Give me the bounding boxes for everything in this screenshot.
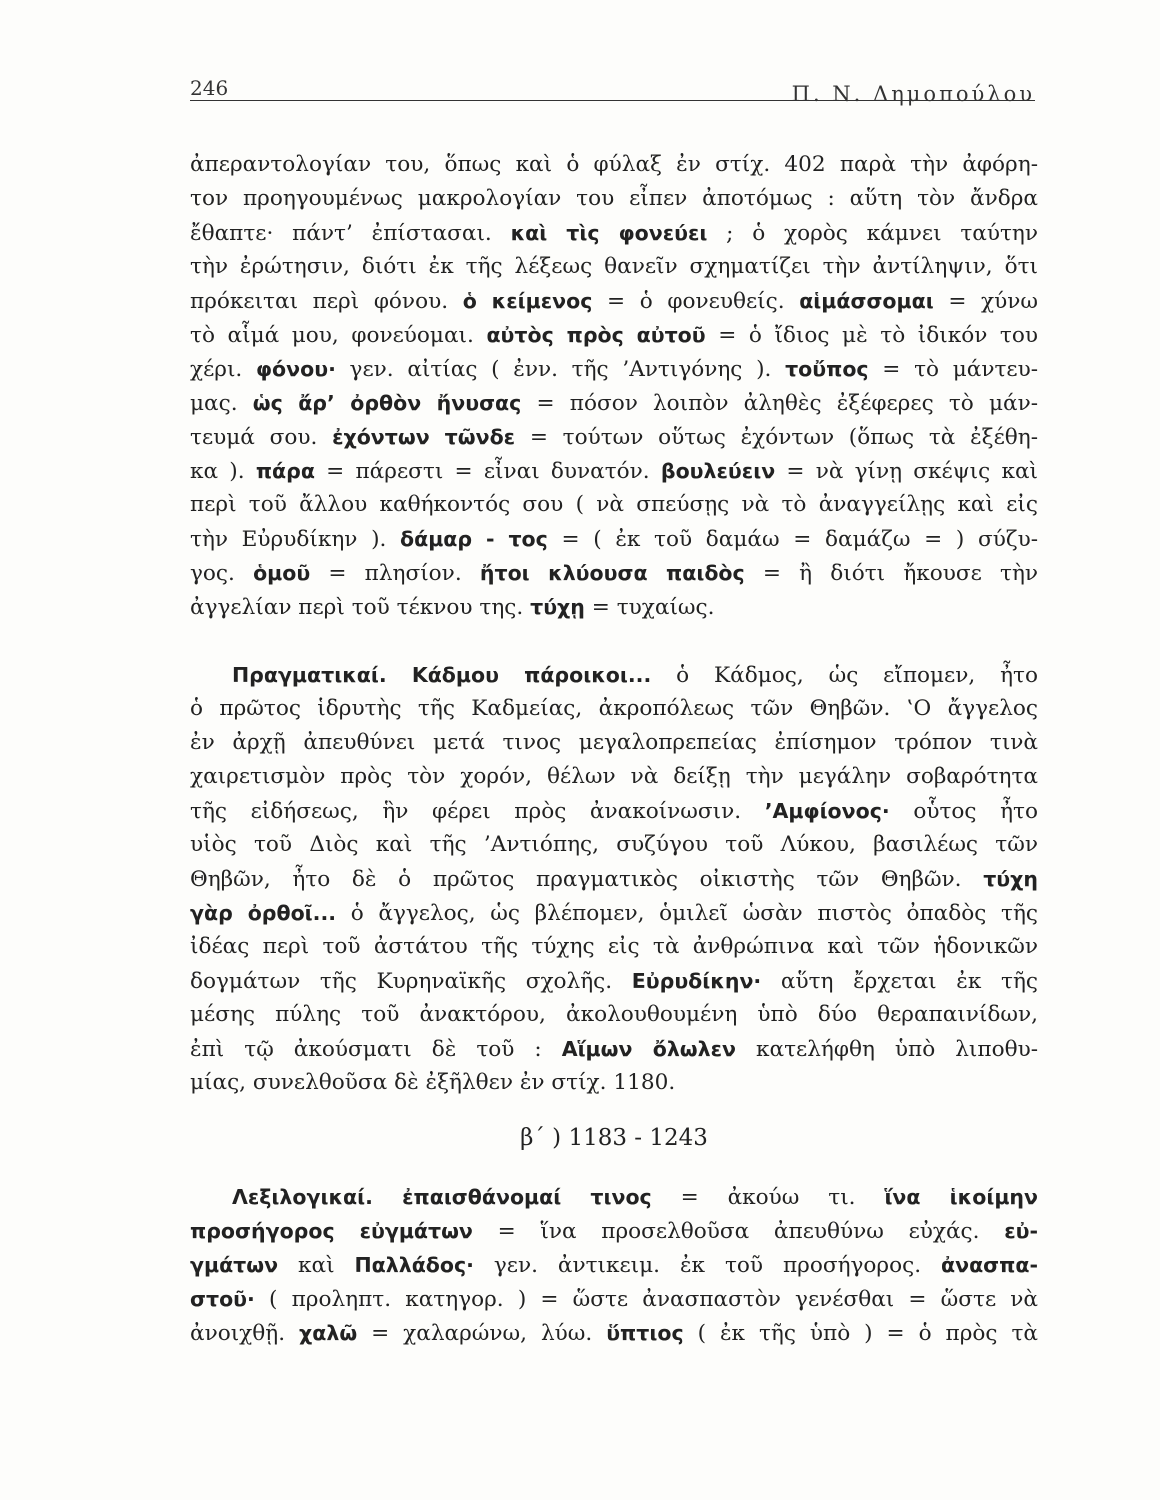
text-run: τὴν ἐρώτησιν, διότι ἐκ τῆς λέξεως θανεῖν σχηματίζει τὴν ἀντίληψιν, ὅτι	[190, 254, 1038, 279]
bold-term: δάμαρ - τος	[400, 527, 548, 551]
text-run: = τυχαίως.	[584, 595, 715, 620]
text-line	[190, 794, 1038, 828]
text-line	[190, 760, 1038, 794]
text-line	[190, 658, 1038, 692]
bold-term: Παλλάδος·	[354, 1253, 474, 1277]
page-body	[190, 148, 1038, 1350]
bold-term: γὰρ ὀρθοῖ...	[190, 901, 337, 925]
text-line	[190, 250, 1038, 284]
text-line	[190, 216, 1038, 250]
text-run: = τὸ μάντευ-	[868, 357, 1039, 382]
bold-term: προσήγορος εὐγμάτων	[190, 1219, 473, 1243]
bold-term: φόνου·	[256, 357, 336, 381]
text-run: τον προηγουμένως μακρολογίαν του εἶπεν ἀποτόμως : αὕτη τὸν ἄνδρα	[190, 186, 1038, 211]
text-run: = χαλαρώνω, λύω.	[357, 1321, 607, 1346]
text-line	[190, 1316, 1038, 1350]
text-run: = ὁ ἴδιος μὲ τὸ ἰδικόν του	[705, 323, 1038, 348]
page-header	[190, 70, 1035, 106]
text-run: = ( ἐκ τοῦ δαμάω = δαμάζω = ) σύζυ-	[547, 527, 1038, 552]
text-run: = ἢ διότι ἤκουσε τὴν	[744, 561, 1039, 586]
text-run: κατελήφθη ὑπὸ λιποθυ-	[736, 1037, 1038, 1062]
bold-term: Εὐρυδίκην·	[631, 969, 762, 993]
paragraph-2	[190, 658, 1038, 1100]
text-run: γεν. ἀντικειμ. ἐκ τοῦ προσήγορος.	[473, 1253, 941, 1278]
text-run: = τούτων οὕτως ἐχόντων (ὅπως τὰ ἐξέθη-	[515, 425, 1038, 450]
text-line	[190, 182, 1038, 216]
text-run: = ὁ φονευθείς.	[592, 289, 800, 314]
bold-term: Λεξιλογικαί. ἐπαισθάνομαί τινος	[232, 1185, 652, 1209]
text-line	[190, 726, 1038, 760]
bold-term: Πραγματικαί. Κάδμου πάροικοι...	[232, 663, 652, 687]
bold-term: αἱμάσσομαι	[799, 289, 934, 313]
text-run: μέσης πύλης τοῦ ἀνακτόρου, ἀκολουθουμένη ὑπὸ δύο θεραπαινίδων,	[190, 1002, 1038, 1027]
text-run: οὗτος ἦτο	[889, 799, 1039, 824]
bold-term: εὐ-	[1004, 1219, 1038, 1243]
text-run: κα ).	[190, 459, 256, 484]
text-run: = ἀκούω τι.	[651, 1185, 885, 1210]
text-line	[190, 1282, 1038, 1316]
text-run: περὶ τοῦ ἄλλου καθήκοντός σου ( νὰ σπεύσῃς νὰ τὸ ἀναγγείλῃς καὶ εἰς	[190, 492, 1038, 517]
text-run: = χύνω	[933, 289, 1038, 314]
bold-term: ὁμοῦ	[253, 561, 311, 585]
text-line	[190, 1214, 1038, 1248]
text-run: υἱὸς τοῦ Διὸς καὶ τῆς ’Αντιόπης, συζύγου τοῦ Λύκου, βασιλέως τῶν	[190, 832, 1038, 857]
text-line	[190, 352, 1038, 386]
text-run: ὁ ἄγγελος, ὡς βλέπομεν, ὁμιλεῖ ὡσὰν πιστὸς ὀπαδὸς τῆς	[336, 901, 1038, 926]
text-line	[190, 1032, 1038, 1066]
text-line	[190, 930, 1038, 964]
text-run: γεν. αἰτίας ( ἐνν. τῆς ’Αντιγόνης ).	[335, 357, 786, 382]
bold-term: στοῦ·	[190, 1287, 255, 1311]
text-line	[190, 862, 1038, 896]
text-run: τὴν Εὐρυδίκην ).	[190, 527, 401, 552]
text-run: τὸ αἷμά μου, φονεύομαι.	[190, 323, 487, 348]
text-line	[190, 386, 1038, 420]
text-line	[190, 998, 1038, 1032]
text-run: ( ἐκ τῆς ὑπὸ ) = ὁ πρὸς τὰ	[683, 1321, 1038, 1346]
text-run: δογμάτων τῆς Κυρηναϊκῆς σχολῆς.	[190, 969, 632, 994]
bold-term: Αἵμων ὄλωλεν	[561, 1037, 737, 1061]
text-line	[190, 964, 1038, 998]
bold-term: τύχῃ	[530, 595, 585, 619]
text-run: = νὰ γίνῃ σκέψις καὶ	[775, 459, 1038, 484]
bold-term: καὶ τὶς φονεύει	[510, 221, 708, 245]
page-number: 246	[190, 76, 229, 100]
bold-term: αὐτὸς πρὸς αὐτοῦ	[486, 323, 706, 347]
text-run: ἔθαπτε· πάντ’ ἐπίστασαι.	[190, 221, 511, 246]
text-run: πρόκειται περὶ φόνου.	[190, 289, 463, 314]
text-line	[190, 590, 1038, 624]
text-run: χέρι.	[190, 357, 256, 382]
text-line	[190, 828, 1038, 862]
text-line	[190, 148, 1038, 182]
text-line	[190, 692, 1038, 726]
text-run: αὕτη ἔρχεται ἐκ τῆς	[761, 969, 1038, 994]
bold-term: πάρα	[255, 459, 315, 483]
bold-term: γμάτων	[190, 1253, 279, 1277]
text-run: χαιρετισμὸν πρὸς τὸν χορόν, θέλων νὰ δείξῃ τὴν μεγάλην σοβαρότητα	[190, 764, 1038, 789]
text-line	[190, 420, 1038, 454]
bold-term: τοὔπος	[785, 357, 869, 381]
text-run: ἀπεραντολογίαν του, ὅπως καὶ ὁ φύλαξ ἐν στίχ. 402 παρὰ τὴν ἀφόρη-	[190, 152, 1038, 177]
text-run: ; ὁ χορὸς κάμνει ταύτην	[707, 221, 1038, 246]
bold-term: τύχη	[983, 867, 1038, 891]
text-line	[190, 1248, 1038, 1282]
text-run: ὁ πρῶτος ἱδρυτὴς τῆς Καδμείας, ἀκροπόλεως τῶν Θηβῶν. ‛Ο ἄγγελος	[190, 696, 1038, 721]
bold-term: ὕπτιος	[606, 1321, 684, 1345]
text-line	[190, 522, 1038, 556]
text-run: τευμά σου.	[190, 425, 333, 450]
text-run: Θηβῶν, ἦτο δὲ ὁ πρῶτος πραγματικὸς οἰκιστὴς τῶν Θηβῶν.	[190, 867, 984, 892]
text-run: = πλησίον.	[310, 561, 480, 586]
text-line	[190, 284, 1038, 318]
bold-term: ἵνα ἱκοίμην	[884, 1185, 1038, 1209]
bold-term: βουλεύειν	[660, 459, 776, 483]
text-run: = ἵνα προσελθοῦσα ἀπευθύνω εὐχάς.	[472, 1219, 1005, 1244]
text-run: μίας, συνελθοῦσα δὲ ἐξῆλθεν ἐν στίχ. 1180.	[190, 1070, 676, 1095]
text-run: ( προληπτ. κατηγορ. ) = ὥστε ἀνασπαστὸν γενέσθαι = ὥστε νὰ	[254, 1287, 1038, 1312]
text-run: ἐν ἀρχῇ ἀπευθύνει μετά τινος μεγαλοπρεπείας ἐπίσημον τρόπον τινὰ	[190, 730, 1038, 755]
paragraph-3	[190, 1180, 1038, 1350]
text-run: = πόσον λοιπὸν ἀληθὲς ἐξέφερες τὸ μάν-	[521, 391, 1038, 416]
bold-term: χαλῶ	[299, 1321, 358, 1345]
bold-term: ὁ κείμενος	[462, 289, 593, 313]
bold-term: ὡς ἄρ’ ὀρθὸν ἤνυσας	[252, 391, 522, 415]
text-run: ἀνοιχθῇ.	[190, 1321, 300, 1346]
paragraph-1	[190, 148, 1038, 624]
paragraph-gap	[190, 624, 1038, 658]
text-line	[190, 556, 1038, 590]
text-run: ἰδέας περὶ τοῦ ἀστάτου τῆς τύχης εἰς τὰ ἀνθρώπινα καὶ τῶν ἡδονικῶν	[190, 934, 1038, 959]
text-line	[190, 454, 1038, 488]
text-line	[190, 1066, 1038, 1100]
running-head: Π. Ν. Δημοπούλου	[791, 82, 1035, 106]
text-run: καὶ	[278, 1253, 355, 1278]
text-line	[190, 896, 1038, 930]
bold-term: ἐχόντων τῶνδε	[332, 425, 516, 449]
text-run: = πάρεστι = εἶναι δυνατόν.	[314, 459, 661, 484]
text-run: μας.	[190, 391, 253, 416]
text-run: ὁ Κάδμος, ὡς εἴπομεν, ἦτο	[651, 663, 1038, 688]
text-line	[190, 318, 1038, 352]
text-run: ἀγγελίαν περὶ τοῦ τέκνου της.	[190, 595, 531, 620]
text-run: τῆς εἰδήσεως, ἣν φέρει πρὸς ἀνακοίνωσιν.	[190, 799, 765, 824]
text-run: ἐπὶ τῷ ἀκούσματι δὲ τοῦ :	[190, 1037, 562, 1062]
bold-term: ’Αμφίονος·	[764, 799, 890, 823]
bold-term: ἀνασπα-	[941, 1253, 1038, 1277]
text-line	[190, 488, 1038, 522]
bold-term: ἤτοι κλύουσα παιδὸς	[479, 561, 745, 585]
text-run: γος.	[190, 561, 254, 586]
text-line	[190, 1180, 1038, 1214]
section-subheading: β΄ ) 1183 - 1243	[520, 1125, 708, 1151]
